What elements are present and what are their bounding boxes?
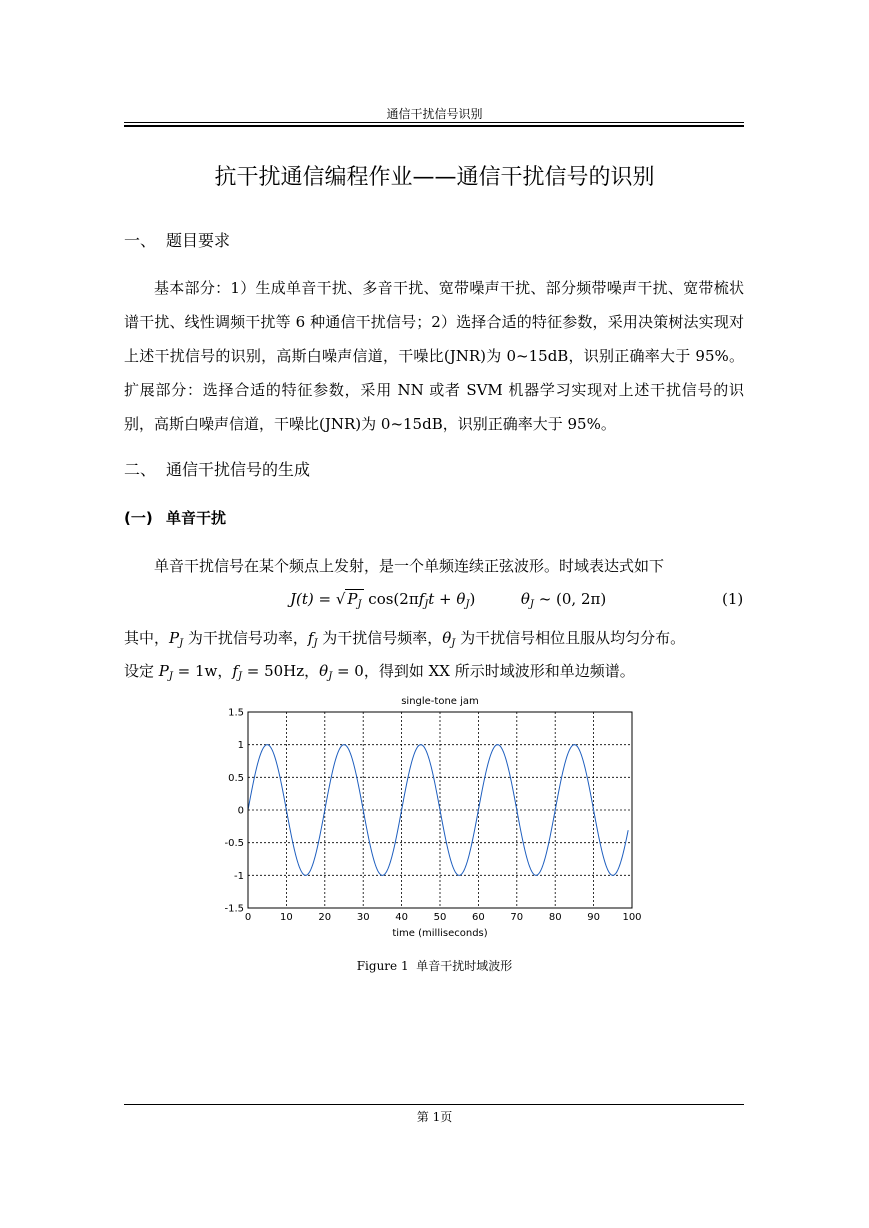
- x-tick-label: 50: [433, 912, 447, 923]
- y-tick-label: 0: [237, 805, 244, 817]
- text: 为干扰信号相位且服从均匀分布。: [455, 629, 686, 647]
- x-axis-ticks: [245, 912, 642, 923]
- sym-p-sub: J: [179, 638, 184, 649]
- chart-title: single-tone jam: [401, 696, 479, 707]
- eq-lhs: J(t) =: [290, 590, 336, 608]
- x-axis-label: time (milliseconds): [392, 928, 488, 939]
- eq-p: P: [347, 590, 358, 608]
- x-tick-label: 60: [472, 912, 485, 923]
- page-header: 通信干扰信号识别: [386, 107, 483, 121]
- section-number: 一、: [124, 231, 157, 250]
- caption-text: 单音干扰时域波形: [416, 959, 513, 973]
- intro-line: 单音干扰信号在某个频点上发射，是一个单频连续正弦波形。时域表达式如下: [154, 557, 665, 575]
- sqrt-body: [345, 589, 363, 608]
- y-tick-label: 1.5: [228, 707, 244, 719]
- subsection-title: 单音干扰: [166, 509, 227, 527]
- set-line: [124, 660, 744, 682]
- eq-theta-dist: θ: [520, 590, 530, 608]
- sym-f: f: [307, 629, 314, 647]
- eq-dist: ~ (0, 2π): [533, 590, 607, 608]
- eq-cos: cos(2π: [363, 590, 419, 608]
- text: 设定: [124, 662, 159, 680]
- sym-p: P: [158, 662, 169, 680]
- section-heading-2: [124, 457, 310, 480]
- y-tick-label: -1.5: [224, 903, 244, 915]
- text: = 1w，: [172, 662, 233, 680]
- eq-close: ): [469, 590, 476, 608]
- text: 为干扰信号功率，: [183, 629, 308, 647]
- equation-number: (1): [722, 590, 744, 608]
- eq-p-sub: J: [357, 599, 362, 610]
- sym-theta: θ: [442, 629, 452, 647]
- eq-f-sub: J: [424, 599, 429, 610]
- text: 其中，: [124, 629, 170, 647]
- y-tick-label: -1: [234, 870, 244, 882]
- eq-theta-dist-sub: J: [529, 599, 534, 610]
- sym-theta-sub: J: [328, 671, 333, 682]
- page-footer: 第 1页: [416, 1110, 453, 1124]
- header-rule: [124, 122, 744, 123]
- section-title: 题目要求: [166, 231, 231, 250]
- paragraph-text: 基本部分：1）生成单音干扰、多音干扰、宽带噪声干扰、部分频带噪声干扰、宽带梳状谱干扰、线性调频干扰等 6 种通信干扰信号；2）选择合适的特征参数，采用决策树法实现对上述干扰信号的识别，高斯白噪声信道，干噪比(JNR)为 0~15dB，识别正确率大于 95%。扩展部分：选择合适的特征参数，采用 NN 或者 SVM 机器学习实现对上述干扰信号的识别，高斯白噪声信道，干噪比(JNR)为 0~15dB，识别正确率大于 95%。: [124, 279, 744, 433]
- sqrt-symbol: √: [335, 590, 346, 608]
- x-tick-label: 90: [587, 912, 600, 923]
- figure-caption: [0, 957, 869, 974]
- section-title: 通信干扰信号的生成: [166, 460, 311, 479]
- eq-theta-sub: J: [465, 599, 470, 610]
- equation-1: [290, 590, 606, 610]
- sym-f: f: [232, 662, 238, 680]
- y-axis-ticks: [224, 708, 244, 915]
- sym-f-sub: J: [313, 638, 318, 649]
- x-tick-label: 30: [356, 912, 370, 923]
- sine-chart: [200, 690, 660, 945]
- x-tick-label: 10: [280, 912, 293, 923]
- y-tick-label: -0.5: [224, 838, 244, 850]
- sym-p-sub: J: [168, 671, 173, 682]
- x-tick-label: 80: [548, 912, 562, 923]
- sym-p: P: [169, 629, 180, 647]
- text: = 50Hz，: [241, 662, 320, 680]
- y-tick-label: 1: [237, 740, 244, 752]
- page-title: 抗干扰通信编程作业——通信干扰信号的识别: [214, 165, 655, 190]
- caption-label: Figure 1: [356, 959, 409, 973]
- header-rule-thick: [124, 125, 744, 127]
- requirements-paragraph: [124, 271, 744, 441]
- footer-rule: [124, 1104, 744, 1105]
- section-heading-1: [124, 228, 230, 251]
- text: 为干扰信号频率，: [317, 629, 443, 647]
- text: = 0，得到如 XX 所示时域波形和单边频谱。: [332, 662, 635, 680]
- eq-f: f: [418, 590, 425, 608]
- where-line: [124, 627, 744, 649]
- section-number: 二、: [124, 460, 157, 479]
- y-tick-label: 0.5: [228, 772, 244, 784]
- sym-theta-sub: J: [451, 638, 456, 649]
- x-tick-label: 100: [622, 912, 642, 923]
- x-tick-label: 40: [395, 912, 408, 923]
- x-tick-label: 0: [244, 912, 252, 923]
- sym-theta: θ: [319, 662, 329, 680]
- subsection-heading: [124, 507, 226, 528]
- x-tick-label: 70: [510, 912, 524, 923]
- subsection-number: (一): [124, 509, 153, 527]
- x-tick-label: 20: [318, 912, 332, 923]
- sym-f-sub: J: [237, 671, 242, 682]
- eq-t-plus: t + θ: [428, 590, 466, 608]
